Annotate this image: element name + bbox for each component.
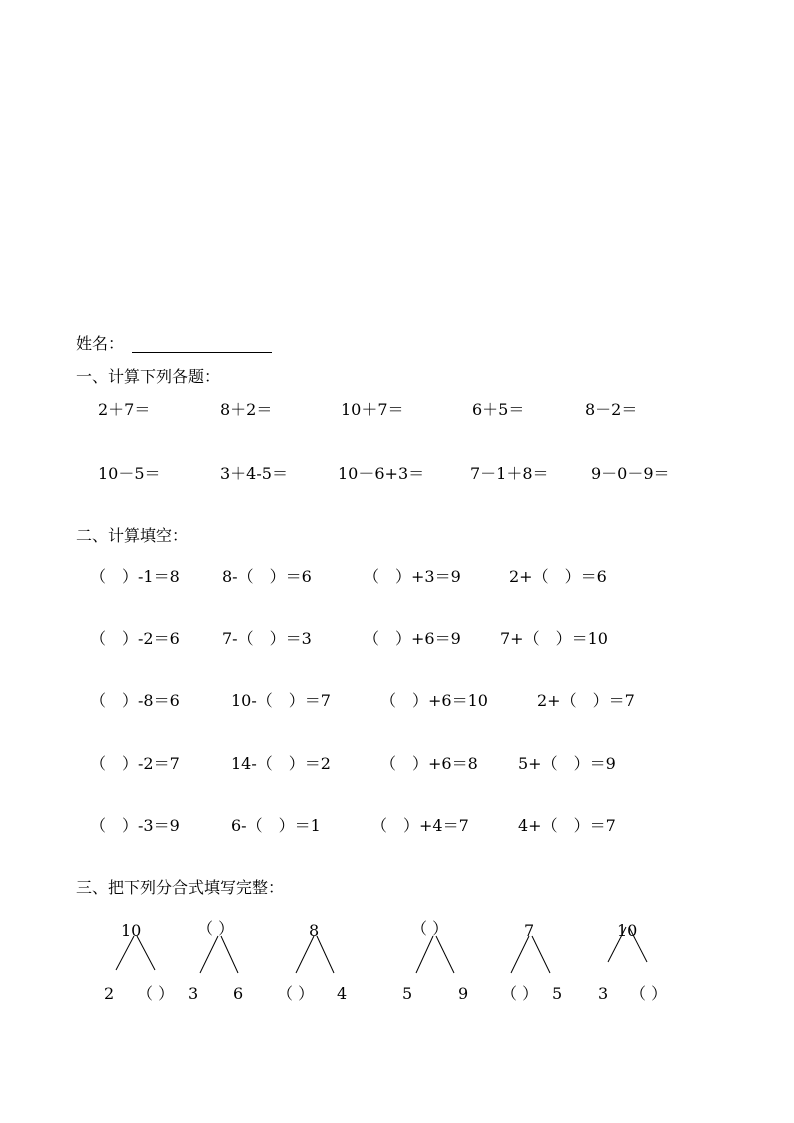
s2-r3-q4: 2+（ ）＝7: [537, 691, 635, 710]
bond6-left: 3: [598, 984, 609, 1003]
s2-r3-q2: 10-（ ）＝7: [231, 691, 331, 710]
bond5-left: （ ）: [501, 984, 539, 1003]
s1-r2-q2: 3＋4-5＝: [220, 464, 288, 483]
bond3-right-line: [317, 936, 334, 973]
s1-r2-q5: 9－0－9＝: [591, 464, 670, 483]
bond3-left: （ ）: [277, 984, 315, 1003]
section3-title: 三、把下列分合式填写完整：: [76, 878, 285, 897]
s1-r1-q4: 6＋5＝: [472, 400, 525, 419]
bond4-left: 5: [402, 984, 413, 1003]
s2-r2-q2: 7-（ ）＝3: [222, 629, 312, 648]
bond4-right-line: [436, 936, 454, 973]
s2-r2-q4: 7+（ ）＝10: [500, 629, 608, 648]
bond6-right: （ ）: [630, 984, 668, 1003]
s2-r1-q2: 8-（ ）＝6: [222, 567, 312, 586]
s1-r2-q4: 7－1＋8＝: [470, 464, 549, 483]
s2-r4-q3: （ ）+6＝8: [380, 754, 478, 773]
section1-title: 一、计算下列各题：: [76, 367, 221, 386]
bond5-right-line: [532, 936, 550, 973]
bond1-left: 2: [104, 984, 115, 1003]
bond3-left-line: [296, 936, 314, 973]
s2-r2-q3: （ ）+6＝9: [363, 629, 461, 648]
bond6-top: 10: [617, 921, 638, 940]
s2-r5-q3: （ ）+4＝7: [371, 816, 469, 835]
bond3-right: 4: [337, 984, 348, 1003]
name-label: 姓名：: [76, 334, 125, 353]
bond2-right: 6: [233, 984, 244, 1003]
bond4-top: （ ）: [411, 919, 449, 938]
s2-r3-q3: （ ）+6＝10: [380, 691, 488, 710]
bond5-right: 5: [552, 984, 563, 1003]
s2-r5-q4: 4+（ ）＝7: [518, 816, 616, 835]
bond5-top: 7: [524, 921, 535, 940]
name-blank[interactable]: [132, 352, 272, 353]
s1-r1-q3: 10＋7＝: [341, 400, 404, 419]
bond1-right: （ ）: [137, 984, 175, 1003]
s1-r1-q2: 8＋2＝: [220, 400, 273, 419]
bond1-left-line: [116, 936, 134, 970]
bond5-left-line: [511, 936, 529, 973]
bond2-left: 3: [188, 984, 199, 1003]
bond4-right: 9: [458, 984, 469, 1003]
s2-r4-q1: （ ）-2＝7: [90, 754, 180, 773]
bond2-left-line: [200, 936, 218, 973]
s2-r4-q4: 5+（ ）＝9: [518, 754, 616, 773]
bond2-top: （ ）: [197, 919, 235, 938]
bond3-top: 8: [309, 921, 320, 940]
bond4-left-line: [416, 936, 433, 973]
bond2-right-line: [221, 936, 238, 973]
s2-r4-q2: 14-（ ）＝2: [231, 754, 331, 773]
section2-title: 二、计算填空：: [76, 526, 189, 545]
bond1-right-line: [137, 936, 155, 970]
s1-r1-q1: 2＋7＝: [98, 400, 151, 419]
s2-r5-q2: 6-（ ）＝1: [231, 816, 321, 835]
s2-r2-q1: （ ）-2＝6: [90, 629, 180, 648]
s1-r2-q3: 10－6+3＝: [338, 464, 425, 483]
s2-r1-q4: 2+（ ）＝6: [509, 567, 607, 586]
s2-r1-q3: （ ）+3＝9: [363, 567, 461, 586]
s1-r2-q1: 10－5＝: [98, 464, 161, 483]
s2-r3-q1: （ ）-8＝6: [90, 691, 180, 710]
s2-r5-q1: （ ）-3＝9: [90, 816, 180, 835]
bond1-top: 10: [121, 921, 142, 940]
s2-r1-q1: （ ）-1＝8: [90, 567, 180, 586]
s1-r1-q5: 8－2＝: [585, 400, 638, 419]
